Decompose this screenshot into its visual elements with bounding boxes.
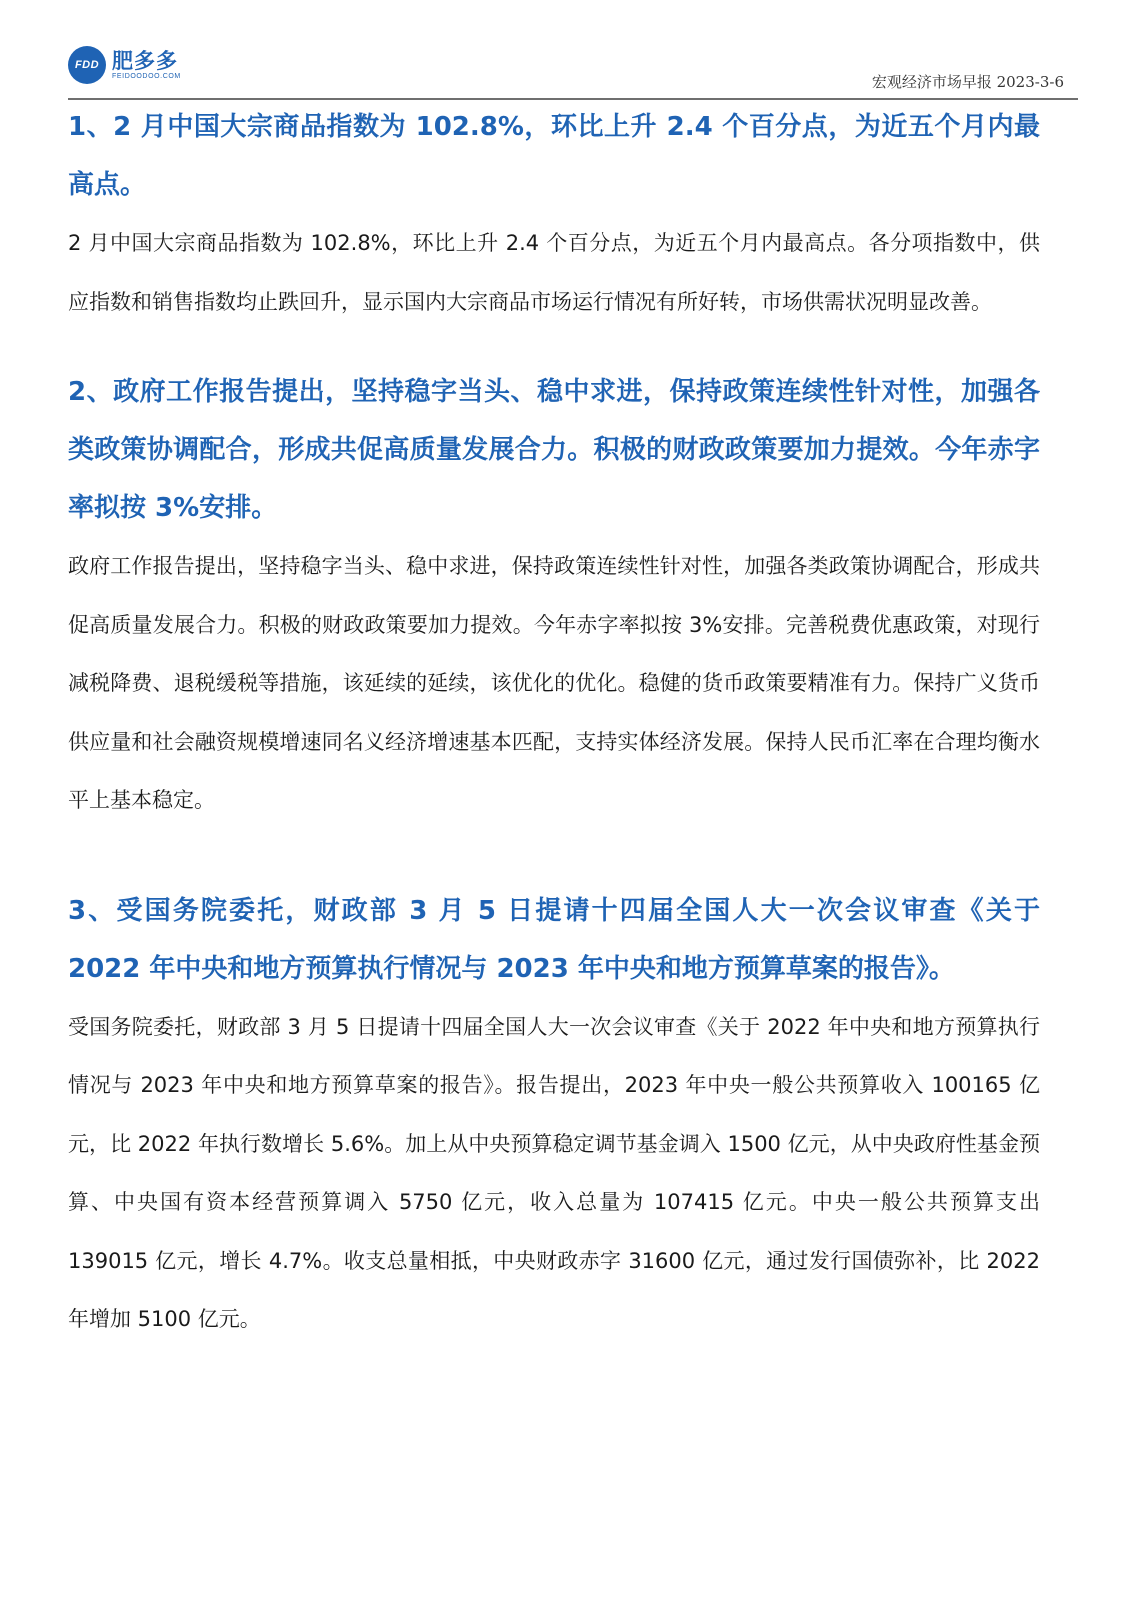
section-paragraph: 2 月中国大宗商品指数为 102.8%，环比上升 2.4 个百分点，为近五个月内最高点。各分项指数中，供应指数和销售指数均止跌回升，显示国内大宗商品市场运行情况有所好转，市场供需状况明显改善。 [68,231,1040,314]
logo [68,46,181,84]
section-heading: 3、受国务院委托，财政部 3 月 5 日提请十四届全国人大一次会议审查《关于 2022 年中央和地方预算执行情况与 2023 年中央和地方预算草案的报告》。 [68,895,1040,984]
logo-name: 肥多多 [112,48,178,73]
page-header [68,40,1078,100]
section-heading: 1、2 月中国大宗商品指数为 102.8%，环比上升 2.4 个百分点，为近五个月内最高点。 [68,112,1040,200]
logo-badge-icon: FDD [68,46,106,84]
logo-text [112,50,181,81]
section-heading: 2、政府工作报告提出，坚持稳字当头、稳中求进，保持政策连续性针对性，加强各类政策协调配合，形成共促高质量发展合力。积极的财政政策要加力提效。今年赤字率拟按 3%安排。 [68,377,1040,523]
report-title: 宏观经济市场早报 2023-3-6 [871,73,1064,91]
document-body [68,98,1040,1349]
section-paragraph: 受国务院委托，财政部 3 月 5 日提请十四届全国人大一次会议审查《关于 2022 年中央和地方预算执行情况与 2023 年中央和地方预算草案的报告》。报告提出，2023 年中央一般公共预算收入 100165 亿元，比 2022 年执行数增长 5.6%。加上从中央预算稳定调节基金调入 1500 亿元，从中央政府性基金预算、中央国有资本经营预算调入 5750 亿元，收入总量为 107415 亿元。中央一般公共预算支出 139015 亿元，增长 4.7%。收支总量相抵，中央财政赤字 31600 亿元，通过发行国债弥补，比 2022 年增加 5100 亿元。 [68,1014,1040,1331]
section-3 [68,882,1040,1349]
logo-domain: FEIDOODOO.COM [112,72,181,80]
section-1 [68,98,1040,331]
section-2 [68,363,1040,830]
section-paragraph: 政府工作报告提出，坚持稳字当头、稳中求进，保持政策连续性针对性，加强各类政策协调配合，形成共促高质量发展合力。积极的财政政策要加力提效。今年赤字率拟按 3%安排。完善税费优惠政策，对现行减税降费、退税缓税等措施，该延续的延续，该优化的优化。稳健的货币政策要精准有力。保持广义货币供应量和社会融资规模增速同名义经济增速基本匹配，支持实体经济发展。保持人民币汇率在合理均衡水平上基本稳定。 [68,554,1040,812]
